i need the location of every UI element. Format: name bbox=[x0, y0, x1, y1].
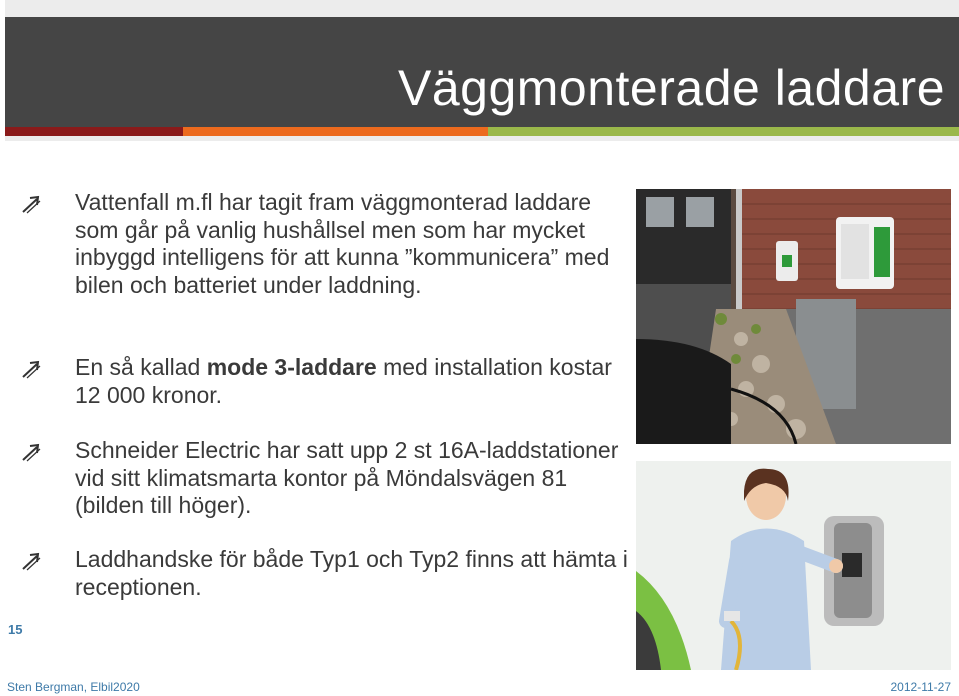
woman-charging-illustration bbox=[636, 461, 951, 670]
woman-charging-photo bbox=[636, 461, 951, 670]
title-bar bbox=[5, 17, 959, 127]
accent-stripe-orange bbox=[183, 127, 488, 136]
arrow-bullet-icon bbox=[22, 551, 44, 571]
slide-title: Väggmonterade laddare bbox=[398, 60, 945, 116]
wall-charger-photo bbox=[636, 189, 951, 444]
accent-stripe-red bbox=[5, 127, 183, 136]
arrow-bullet-icon bbox=[22, 359, 44, 379]
bullet-text: Vattenfall m.fl har tagit fram väggmonterad laddare som går på vanlig hushållsel men som har mycket inbyggd intelligens för att kunna ”kommunicera” med bilen och batteriet under laddning. bbox=[75, 189, 610, 298]
footer-author: Sten Bergman, Elbil2020 bbox=[7, 680, 140, 694]
slide-number: 15 bbox=[8, 622, 23, 637]
arrow-bullet-icon bbox=[22, 442, 44, 462]
wall-charger-illustration bbox=[636, 189, 951, 444]
arrow-bullet-icon bbox=[22, 194, 44, 214]
accent-stripe-green bbox=[488, 127, 959, 136]
bold-term: mode 3-laddare bbox=[206, 354, 377, 380]
bullet-text: Schneider Electric har satt upp 2 st 16A-laddstationer vid sitt klimatsmarta kontor på Möndalsvägen 81 (bilden till höger). bbox=[75, 437, 619, 518]
footer-date: 2012-11-27 bbox=[890, 680, 951, 694]
bullet-text: En så kallad mode 3-laddare med installation kostar 12 000 kronor. bbox=[75, 354, 612, 408]
bullet-text: Laddhandske för både Typ1 och Typ2 finns att hämta i receptionen. bbox=[75, 546, 628, 600]
